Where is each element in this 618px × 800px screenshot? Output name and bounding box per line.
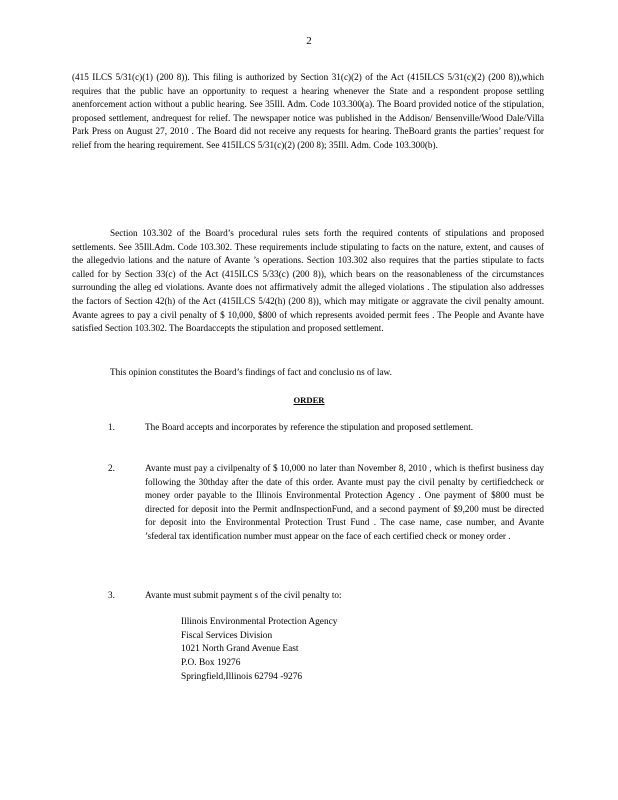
order-heading: ORDER — [293, 395, 325, 405]
address-line: Fiscal Services Division — [181, 630, 273, 641]
paragraph-stipulation-rules: Section 103.302 of the Board’s procedural rules sets forth the required contents of stipulations and proposed settlements. See 35Ill.Adm. Code 103.302. These requirements include stipulating to facts on the nature, extent, and causes of the allegedvio lations and the nature of Avante ’s operations. Section 103.302 also requires that the parties stipulate to facts called for by Section 33(c) of the Act (415ILCS 5/33(c) (200 8)), which bears on the reasonableness of the circumstances surrounding the alleg ed violations. Avante does not affirmatively admit the alleged violations . The stipulation also addresses the factors of Section 42(h) of the Act (415ILCS 5/42(h) (200 8)), which may mitigate or aggravate the civil penalty amount. Avante agrees to pay a civil penalty of $ 10,000, $800 of which represents avoided permit fees . The People and Avante have satisfied Section 103.302. The Boardaccepts the stipulation and proposed settlement. — [72, 228, 544, 334]
page-number: 2 — [306, 35, 312, 47]
order-item-text: The Board accepts and incorporates by reference the stipulation and proposed settlement. — [145, 422, 474, 432]
order-item — [108, 589, 544, 603]
order-item-text: Avante must submit payment s of the civil penalty to: — [145, 590, 342, 600]
address-line: Illinois Environmental Protection Agency — [181, 617, 338, 627]
order-item-number: 3. — [108, 590, 115, 600]
address-line: P.O. Box 19276 — [181, 658, 241, 669]
order-item-number: 1. — [108, 422, 115, 432]
order-item-number: 2. — [108, 463, 115, 473]
address-line: 1021 North Grand Avenue East — [181, 644, 299, 655]
paragraph-public-notice: (415 ILCS 5/31(c)(1) (200 8)). This filing is authorized by Section 31(c)(2) of the Act (415ILCS 5/31(c)(2) (200 8)),which requires that the public have an opportunity to request a hearing whenever the State and a respondent propose settling anenforcement action without a public hearing. See 35Ill. Adm. Code 103.300(a). The Board provided notice of the stipulation, proposed settlement, andrequest for relief. The newspaper notice was published in the Addison/ Bensenville/Wood Dale/Villa Park Press on August 27, 2010 . The Board did not receive any requests for hearing. TheBoard grants the parties’ request for relief from the hearing requirement. See 415ILCS 5/31(c)(2) (200 8); 35Ill. Adm. Code 103.300(b). — [72, 72, 544, 150]
order-item — [108, 421, 544, 435]
order-item — [108, 462, 544, 544]
order-item-text: Avante must pay a civilpenalty of $ 10,000 no later than November 8, 2010 , which is thefirst business day following the 30thday after the date of this order. Avante must pay the civil penalty by certifiedcheck or money order payable to the Illinois Environmental Protection Agency . One payment of $800 must be directed for deposit into the Permit andInspectionFund, and a second payment of $9,200 must be directed for deposit into the Environmental Protection Trust Fund . The case name, case number, and Avante ’sfederal tax identification number must appear on the face of each certified check or money order . — [145, 463, 544, 541]
address-line: Springfield,Illinois 62794 -9276 — [181, 671, 303, 682]
paragraph-findings: This opinion constitutes the Board’s findings of fact and conclusio ns of law. — [110, 367, 392, 377]
payment-address — [181, 616, 337, 685]
